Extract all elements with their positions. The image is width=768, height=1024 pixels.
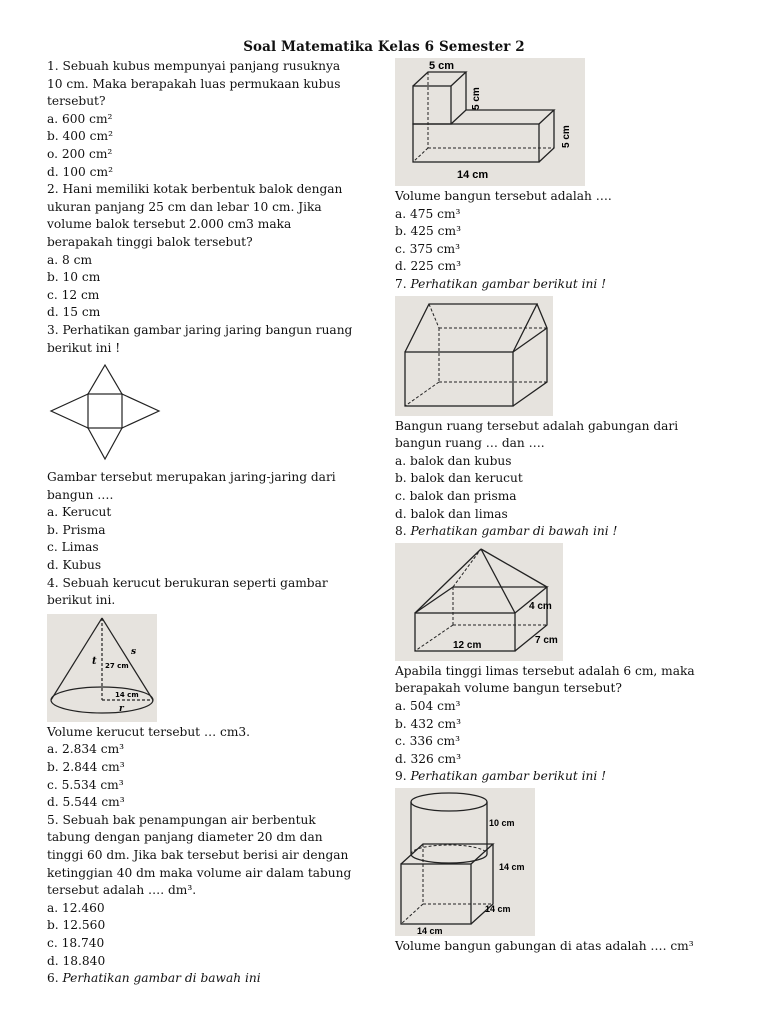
l-shape-label-box-height: 5 cm: [561, 125, 572, 148]
q4-option-a: a. 2.834 cm³: [47, 742, 125, 757]
cone-figure: [47, 614, 377, 722]
q1-option-a: a. 600 cm²: [47, 111, 113, 126]
q9-line: Volume bangun gabungan di atas adalah …. cm³: [395, 938, 694, 953]
box-prism-figure: [395, 296, 725, 416]
q2-option-c: c. 12 cm: [47, 287, 100, 302]
q3-line: berikut ini !: [47, 340, 121, 355]
q9-prompt: [395, 768, 725, 786]
cone-label-r: r: [119, 703, 124, 714]
q2-option-d: d. 15 cm: [47, 305, 101, 320]
q1-line: 1. Sebuah kubus mempunyai panjang rusuknya: [47, 59, 341, 73]
q8-option-b: b. 432 cm³: [395, 716, 461, 731]
q1-line: 10 cm. Maka berapakah luas permukaan kubus: [47, 76, 341, 91]
pyramid-net-figure: [47, 363, 377, 467]
l-shape-label-top: 5 cm: [429, 60, 455, 72]
q8-prompt-text: Perhatikan gambar di bawah ini !: [410, 524, 618, 539]
cube-label-depth: 14 cm: [485, 903, 511, 914]
q7-prompt: [395, 276, 725, 294]
q8-option-d: d. 326 cm³: [395, 751, 461, 766]
cube-label-height: 14 cm: [499, 861, 525, 872]
q8-option-a: a. 504 cm³: [395, 698, 461, 713]
l-shape-label-cube-height: 5 cm: [471, 87, 482, 110]
q5-option-d: d. 18.840: [47, 953, 106, 968]
cone-label-t: t: [92, 655, 97, 667]
q6-option-b: b. 425 cm³: [395, 224, 461, 239]
q4-line: 4. Sebuah kerucut berukuran seperti gambar: [47, 575, 328, 590]
box-pyramid-label-width: 7 cm: [535, 634, 558, 646]
l-shape-figure: [395, 58, 725, 186]
q5-line: ketinggian 40 dm maka volume air dalam tabung: [47, 865, 352, 880]
q3-line: Gambar tersebut merupakan jaring-jaring dari: [47, 470, 336, 485]
q6-prompt-text: Perhatikan gambar di bawah ini: [62, 971, 261, 986]
q7-option-a: a. balok dan kubus: [395, 453, 512, 468]
q4-line: Volume kerucut tersebut … cm3.: [47, 724, 251, 739]
q5-line: tabung dengan panjang diameter 20 dm dan: [47, 830, 323, 845]
cone-label-radius: 14 cm: [115, 690, 139, 699]
q6-line: Volume bangun tersebut adalah ….: [395, 189, 612, 203]
q8-option-c: c. 336 cm³: [395, 734, 460, 749]
q1-option-c: o. 200 cm²: [47, 146, 113, 161]
box-pyramid-label-length: 12 cm: [453, 639, 482, 651]
page-title: Soal Matematika Kelas 6 Semester 2: [243, 39, 525, 55]
q7-line: Bangun ruang tersebut adalah gabungan dari: [395, 418, 679, 433]
q5-line: tersebut adalah …. dm³.: [47, 883, 197, 898]
box-pyramid-label-height: 4 cm: [529, 600, 552, 612]
q8-number: 8.: [395, 524, 407, 539]
q9-number: 9.: [395, 769, 407, 784]
left-column: [47, 58, 377, 988]
q6-prompt: [47, 970, 377, 988]
q6-option-d: d. 225 cm³: [395, 259, 461, 274]
q1-option-b: b. 400 cm²: [47, 129, 113, 144]
q9-prompt-text: Perhatikan gambar berikut ini !: [410, 769, 607, 784]
right-column: [395, 58, 725, 955]
cylinder-label-height: 10 cm: [489, 817, 515, 828]
cube-label-length: 14 cm: [417, 925, 443, 936]
q2-line: berapakah tinggi balok tersebut?: [47, 234, 253, 249]
q3-option-a: a. Kerucut: [47, 505, 112, 520]
q3-line: 3. Perhatikan gambar jaring jaring bangun ruang: [47, 322, 353, 337]
q8-line: berapakah volume bangun tersebut?: [395, 681, 622, 696]
q7-option-c: c. balok dan prisma: [395, 488, 517, 503]
q2-line: volume balok tersebut 2.000 cm3 maka: [47, 217, 292, 232]
q3-option-d: d. Kubus: [47, 558, 102, 573]
q2-option-a: a. 8 cm: [47, 252, 93, 267]
q3-option-b: b. Prisma: [47, 522, 106, 537]
q2-line: 2. Hani memiliki kotak berbentuk balok dengan: [47, 182, 343, 197]
q7-option-b: b. balok dan kerucut: [395, 471, 523, 486]
q7-prompt-text: Perhatikan gambar berikut ini !: [410, 276, 607, 291]
q8-line: Apabila tinggi limas tersebut adalah 6 cm, maka: [395, 663, 695, 678]
q6-number: 6.: [47, 971, 59, 986]
q8-prompt: [395, 523, 725, 541]
q4-line: berikut ini.: [47, 593, 116, 608]
cone-label-slant: 27 cm: [105, 661, 129, 670]
cylinder-cube-figure: [395, 788, 725, 936]
q2-line: ukuran panjang 25 cm dan lebar 10 cm. Jika: [47, 199, 322, 214]
q5-line: tinggi 60 dm. Jika bak tersebut berisi air dengan: [47, 848, 349, 862]
q5-option-a: a. 12.460: [47, 900, 105, 915]
q6-option-c: c. 375 cm³: [395, 241, 460, 256]
q5-option-b: b. 12.560: [47, 918, 106, 933]
q7-option-d: d. balok dan limas: [395, 506, 508, 521]
q6-option-a: a. 475 cm³: [395, 206, 461, 221]
q4-option-b: b. 2.844 cm³: [47, 760, 125, 775]
q4-option-d: d. 5.544 cm³: [47, 795, 125, 810]
q7-number: 7.: [395, 276, 407, 291]
q5-option-c: c. 18.740: [47, 935, 105, 950]
q1-option-d: d. 100 cm²: [47, 164, 113, 179]
q4-option-c: c. 5.534 cm³: [47, 777, 124, 792]
q2-option-b: b. 10 cm: [47, 270, 101, 285]
q3-line: bangun ….: [47, 487, 114, 502]
cone-label-s: s: [131, 646, 137, 657]
q3-option-c: c. Limas: [47, 540, 99, 555]
q1-line: tersebut?: [47, 94, 106, 109]
q5-line: 5. Sebuah bak penampungan air berbentuk: [47, 812, 316, 827]
box-pyramid-figure: [395, 543, 725, 661]
l-shape-label-length: 14 cm: [457, 169, 489, 181]
q7-line: bangun ruang … dan ….: [395, 436, 545, 451]
